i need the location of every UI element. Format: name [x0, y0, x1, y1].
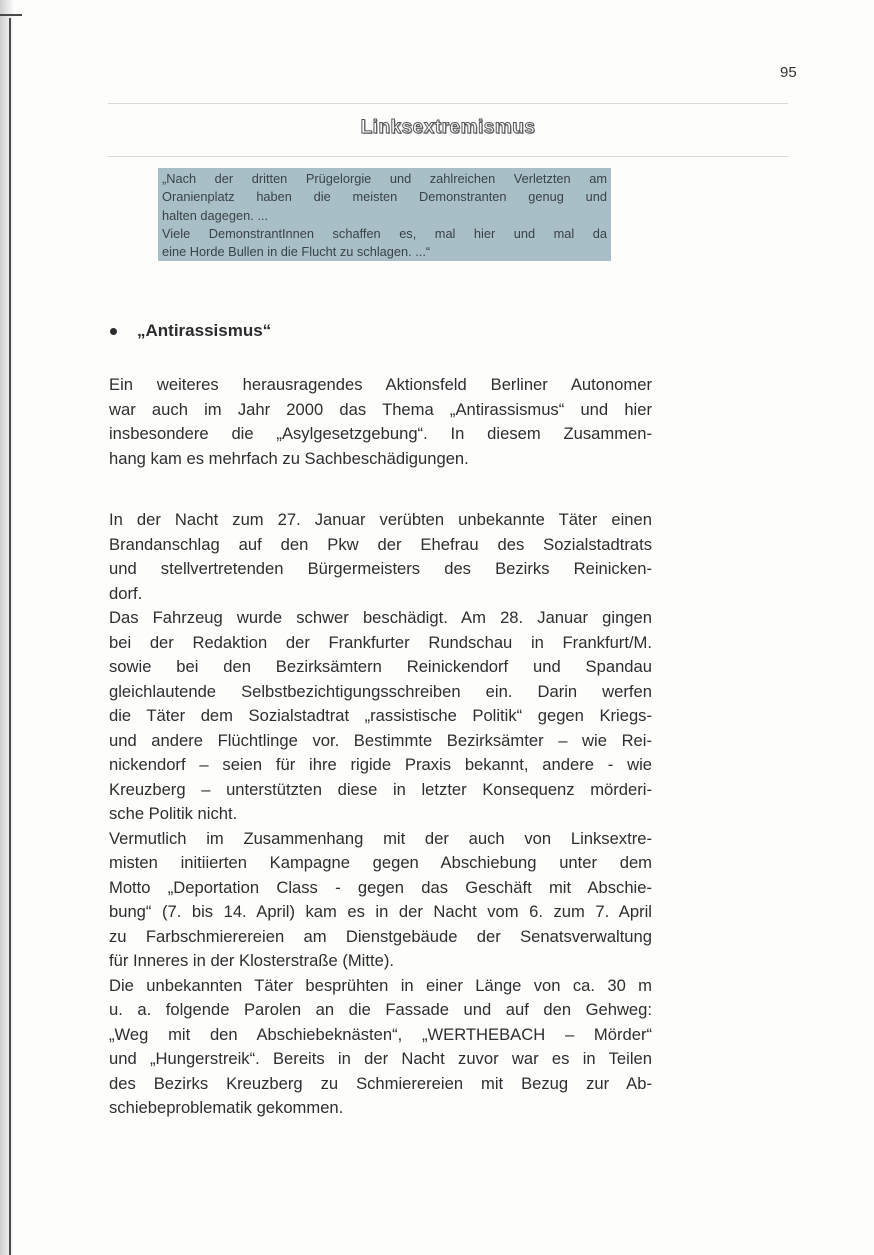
text-line: hang kam es mehrfach zu Sachbeschädigungen. — [109, 448, 469, 468]
text-line: dorf. — [109, 583, 143, 603]
paragraph-1 — [109, 373, 652, 471]
text-line: misten initiierten Kampagne gegen Abschiebung unter dem — [109, 853, 652, 872]
text-line: und „Hungerstreik“. Bereits in der Nacht zuvor war es in Teilen — [109, 1049, 652, 1068]
quote-box — [158, 168, 611, 261]
text-line: sowie bei den Bezirksämtern Reinickendorf und Spandau — [109, 657, 652, 676]
quote-line: Viele DemonstrantInnen schaffen es, mal hier und mal da — [162, 225, 607, 241]
header-rule-top — [108, 103, 788, 104]
text-line: war auch im Jahr 2000 das Thema „Antirassismus“ und hier — [109, 399, 652, 419]
quote-line: halten dagegen. ... — [162, 207, 269, 223]
text-line: Motto „Deportation Class - gegen das Geschäft mit Abschie- — [109, 877, 652, 897]
text-line: u. a. folgende Parolen an die Fassade und auf den Gehweg: — [109, 1000, 652, 1019]
binding-line — [9, 18, 11, 1255]
text-line: Vermutlich im Zusammenhang mit der auch von Linksextre- — [109, 828, 652, 848]
quote-line: Oranienplatz haben die meisten Demonstranten genug und — [162, 189, 607, 205]
text-line: In der Nacht zum 27. Januar verübten unbekannte Täter einen — [109, 510, 652, 529]
text-line: des Bezirks Kreuzberg zu Schmierereien mit Bezug zur Ab- — [109, 1073, 652, 1093]
text-line: nickendorf – seien für ihre rigide Praxis bekannt, andere - wie — [109, 755, 652, 774]
quote-line: eine Horde Bullen in die Flucht zu schlagen. ...“ — [162, 244, 431, 260]
text-line: „Weg mit den Abschiebeknästen“, „WERTHEBACH – Mörder“ — [109, 1024, 652, 1044]
text-line: die Täter dem Sozialstadtrat „rassistische Politik“ gegen Kriegs- — [109, 706, 652, 725]
quote-line: „Nach der dritten Prügelorgie und zahlreichen Verletzten am — [162, 171, 607, 186]
text-line: Brandanschlag auf den Pkw der Ehefrau des Sozialstadtrats — [109, 534, 652, 554]
text-line: schiebeproblematik gekommen. — [109, 1098, 344, 1117]
text-line: und andere Flüchtlinge vor. Bestimmte Bezirksämter – wie Rei- — [109, 730, 652, 750]
page-number: 95 — [780, 64, 797, 81]
text-line: für Inneres in der Klosterstraße (Mitte). — [109, 951, 394, 970]
section-heading-text: „Antirassismus“ — [137, 321, 272, 340]
text-line: insbesondere die „Asylgesetzgebung“. In diesem Zusammen- — [109, 424, 652, 443]
text-line: Das Fahrzeug wurde schwer beschädigt. Am 28. Januar gingen — [109, 608, 652, 627]
text-line: gleichlautende Selbstbezichtigungsschreiben ein. Darin werfen — [109, 681, 652, 701]
text-line: bei der Redaktion der Frankfurter Rundschau in Frankfurt/M. — [109, 632, 652, 652]
text-line: und stellvertretenden Bürgermeisters des Bezirks Reinicken- — [109, 559, 652, 578]
paragraph-2 — [109, 508, 652, 1121]
text-line: zu Farbschmierereien am Dienstgebäude der Senatsverwaltung — [109, 926, 652, 946]
running-title: Linksextremismus — [360, 117, 536, 138]
text-line: bung“ (7. bis 14. April) kam es in der Nacht vom 6. zum 7. April — [109, 902, 652, 921]
text-line: Die unbekannten Täter besprühten in einer Länge von ca. 30 m — [109, 975, 652, 995]
binding-shadow — [0, 0, 14, 1255]
text-line: Ein weiteres herausragendes Aktionsfeld Berliner Autonomer — [109, 375, 652, 394]
section-heading — [110, 321, 271, 341]
text-line: sche Politik nicht. — [109, 804, 238, 823]
bullet-icon — [110, 328, 117, 335]
text-line: Kreuzberg – unterstützten diese in letzter Konsequenz mörderi- — [109, 779, 652, 799]
binding-tick — [0, 14, 22, 16]
header-rule-bottom — [108, 156, 788, 157]
